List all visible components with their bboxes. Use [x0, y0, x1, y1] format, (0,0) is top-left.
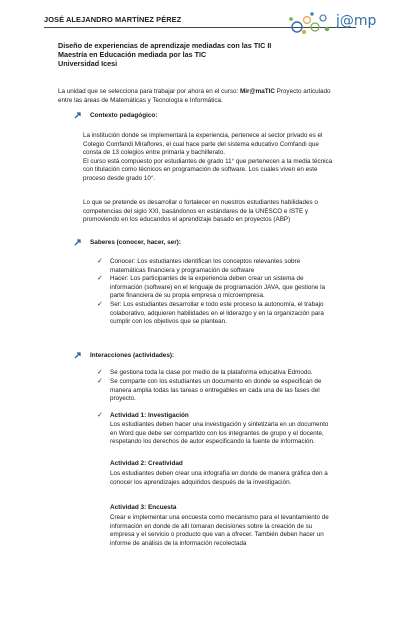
text-line: cumplir con los objetivos que se plantean.: [110, 318, 227, 325]
text-line: Crear e implementar una encuesta como mecanismo para el levantamiento de: [110, 514, 329, 521]
text-line: Se comparte con los estudiantes un documento en donde se especifican de: [110, 378, 322, 385]
author-name: JOSÉ ALEJANDRO MARTÍNEZ PÉREZ: [44, 15, 182, 24]
text-line: competencias del siglo XXI, basándonos en estándares de la UNESCO e ISTE y: [83, 207, 309, 215]
contexto-paragraph-1: [83, 132, 364, 183]
logo-text: j@mp: [336, 13, 377, 29]
text-line: Colegio Comfandi Miraflores, el cual hace parte del sistema educativo Comfandi que: [83, 140, 319, 148]
text-line: informe de análisis de la información recolectada: [110, 539, 247, 547]
check-bullet-icon: ✓: [97, 300, 103, 308]
check-bullet-icon: ✓: [97, 274, 103, 282]
project-name: Mir@maTIC: [240, 88, 275, 95]
text-line: El curso está compuesto por estudiantes de grado 11° que pertenecen a la media técnica: [83, 157, 333, 165]
intro-text: La unidad que se selecciona para trabajar por ahora en el curso:: [58, 88, 241, 95]
text-line: Hacer: Los participantes de la experiencia deben crear un sistema de: [110, 275, 304, 282]
text-line: con titulación como técnicos en programación de software. Los cuales viven en este: [83, 166, 318, 173]
check-bullet-icon: ✓: [97, 368, 103, 376]
saberes-heading: Saberes (conocer, hacer, ser):: [90, 239, 181, 246]
text-line: información (software) en el lenguaje de programación JAVA, que gestione la: [110, 283, 326, 291]
arrow-bullet-icon: [74, 111, 82, 119]
intro-line-2: entre las áreas de Matemáticas y Tecnología e Informática.: [58, 96, 223, 104]
text-line: Lo que se pretende es desarrollar o fortalecer en nuestros estudiantes habilidades o: [83, 199, 318, 206]
text-line: respetando los derechos de autor especificando la fuente de información.: [110, 438, 315, 445]
text-line: Los estudiantes deben crear una infografía en donde de manera gráfica den a: [110, 470, 328, 477]
arrow-bullet-icon: [74, 238, 82, 246]
text-line: Ser: Los estudiantes desarrollar e todo este proceso la autonomía, el trabajo: [110, 301, 324, 308]
activity-2-description: [110, 470, 364, 487]
text-line: colaborativo, adquieren habilidades en el liderazgo y en la organización para: [110, 309, 324, 317]
saber-item: [110, 301, 364, 327]
document-title-block: [58, 41, 271, 69]
text-line: parte financiera de su propia empresa o microempresa.: [110, 292, 265, 299]
interaccion-item: [110, 378, 364, 404]
text-line: empresa y el servicio o producto que van a ofrecer. También deben hacer un: [110, 531, 324, 538]
text-line: proceso desde grado 10°.: [83, 174, 156, 182]
activity-1-description: [110, 421, 364, 447]
university-name: Universidad Icesi: [58, 59, 118, 69]
contexto-paragraph-2: [83, 199, 364, 225]
text-line: proyecto.: [110, 395, 136, 402]
interacciones-heading: Interacciones (actividades):: [90, 352, 175, 359]
activity-3-title: Actividad 3: Encuesta: [110, 504, 177, 511]
text-line: información en donde de allí tomaran decisiones sobre la creación de su: [110, 522, 313, 530]
course-title: Diseño de experiencias de aprendizaje mediadas con las TIC II: [58, 41, 272, 50]
text-line: matemáticas financiera y programación de software: [110, 266, 255, 274]
saber-item: [110, 275, 364, 301]
text-line: La institución donde se implementará la experiencia, pertenece al sector privado es el: [83, 132, 323, 139]
activity-2-title: Actividad 2: Creatividad: [110, 460, 183, 467]
arrow-bullet-icon: [74, 351, 82, 359]
text-line: conocer los aprendizajes adquiridos después de la investigación.: [110, 478, 292, 486]
intro-paragraph: [58, 88, 358, 105]
text-line: Conocer: Los estudiantes identifican los conceptos relevantes sobre: [110, 258, 301, 265]
text-line: en Word que debe ser compartido con los integrantes de grupo y el docente,: [110, 429, 324, 437]
contexto-heading: Contexto pedagógico:: [90, 112, 158, 119]
text-line: consta de 13 colegios entre primaria y bachillerato.: [83, 149, 226, 156]
activity-1-title: Actividad 1: Investigación: [110, 412, 189, 419]
check-bullet-icon: ✓: [97, 411, 103, 419]
intro-text-suffix: Proyecto articulado: [274, 88, 331, 95]
text-line: promoviendo en los educandos el aprendizaje basado en proyectos (ABP): [83, 216, 291, 223]
program-title: Maestría en Educación mediada por las TIC: [58, 50, 207, 60]
check-bullet-icon: ✓: [97, 377, 103, 385]
text-line: Se gestiona toda la clase por medio de la plataforma educativa Edmodo.: [110, 369, 313, 376]
saber-item: [110, 258, 364, 275]
activity-3-description: [110, 514, 364, 548]
interaccion-item: [110, 369, 364, 378]
check-bullet-icon: ✓: [97, 257, 103, 265]
text-line: Los estudiantes deben hacer una investigación y sintetizarla en un documento: [110, 421, 329, 428]
text-line: manera amplia todas las tareas o entregables en cada una de las fases del: [110, 386, 320, 394]
